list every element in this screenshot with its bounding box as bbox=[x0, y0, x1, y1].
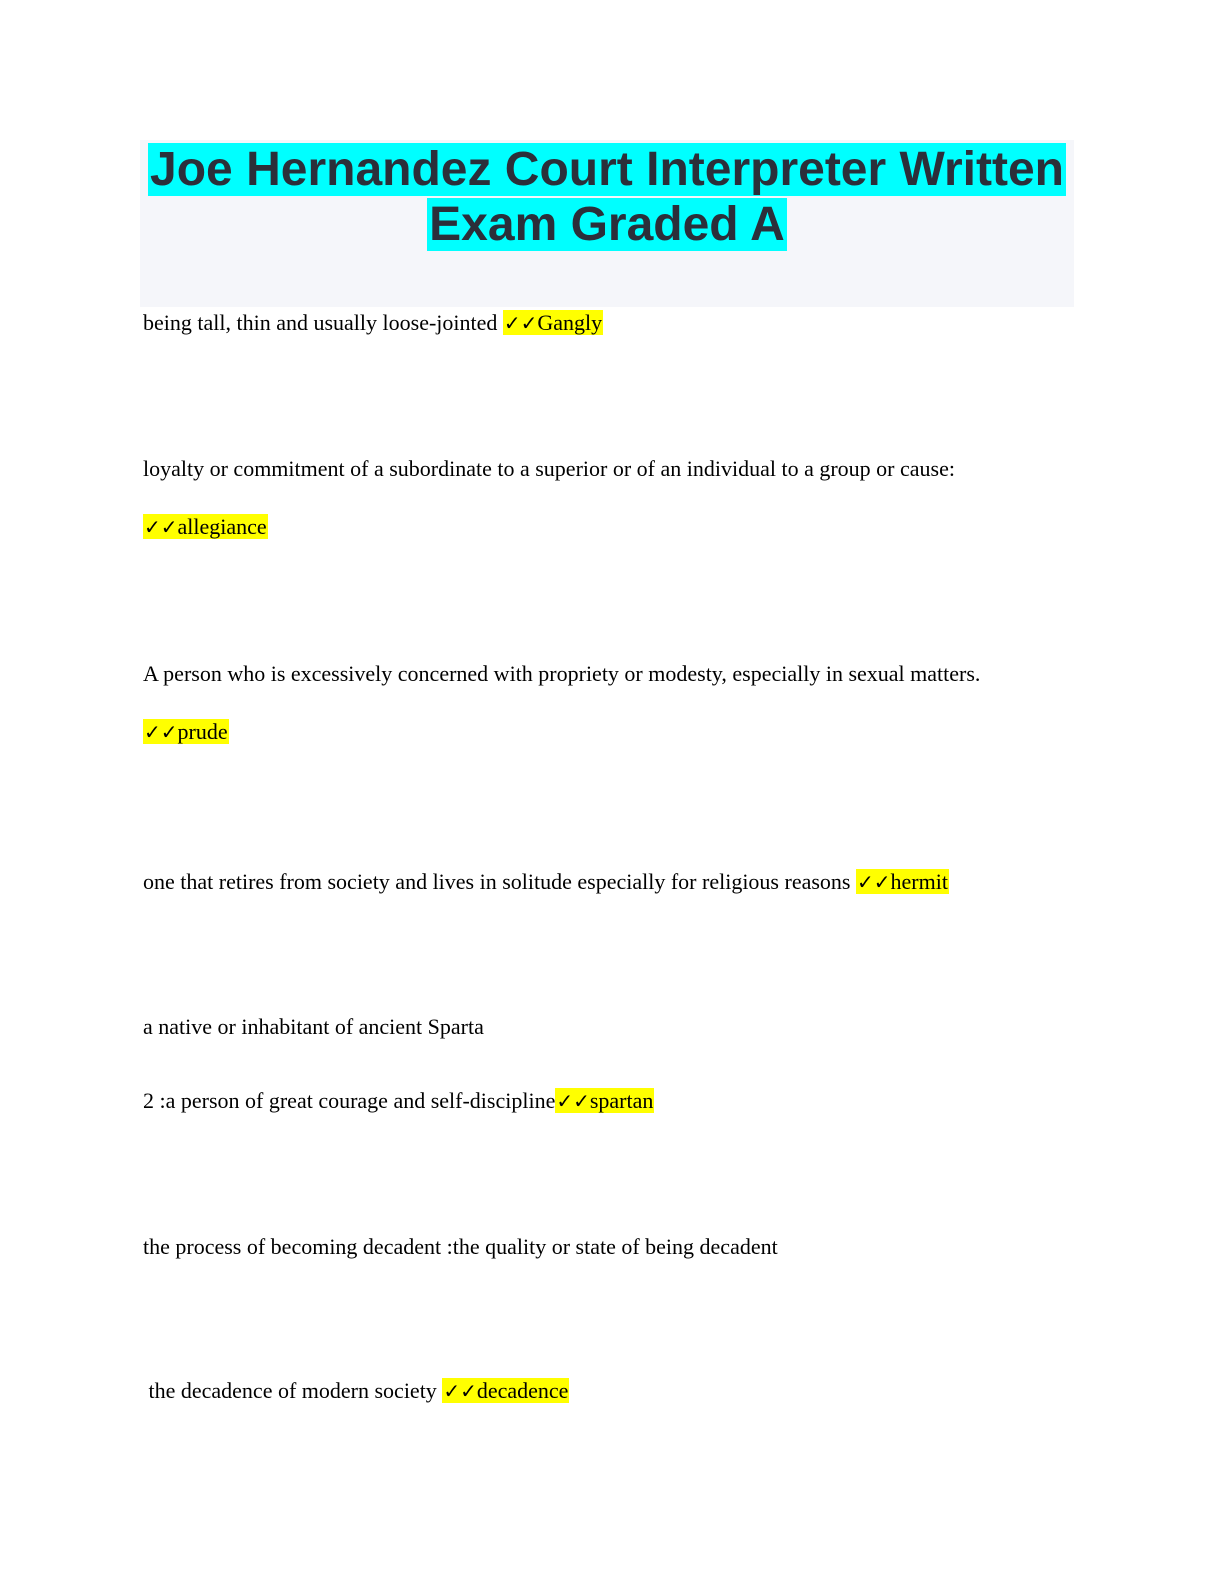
definition-text: 2 :a person of great courage and self-discipline bbox=[143, 1088, 556, 1113]
answer-highlight bbox=[442, 1378, 569, 1403]
answer-text: spartan bbox=[589, 1088, 654, 1113]
definition-text: a native or inhabitant of ancient Sparta bbox=[143, 1014, 484, 1039]
answer-2 bbox=[143, 512, 268, 542]
question-6-example bbox=[143, 1376, 569, 1406]
question-5-line-2 bbox=[143, 1086, 654, 1116]
answer-text: allegiance bbox=[177, 514, 267, 539]
answer-text: decadence bbox=[476, 1378, 569, 1403]
definition-text: the process of becoming decadent :the quality or state of being decadent bbox=[143, 1234, 778, 1259]
title-line-1: Joe Hernandez Court Interpreter Written bbox=[150, 143, 1064, 196]
double-check-icon: ✓✓ bbox=[856, 870, 891, 894]
double-check-icon: ✓✓ bbox=[144, 720, 178, 744]
question-3 bbox=[143, 659, 980, 689]
question-1 bbox=[143, 308, 603, 338]
double-check-icon: ✓✓ bbox=[144, 515, 178, 539]
question-6 bbox=[143, 1232, 778, 1262]
answer-highlight bbox=[143, 719, 229, 744]
double-check-icon: ✓✓ bbox=[556, 1089, 590, 1113]
definition-text: being tall, thin and usually loose-jointed bbox=[143, 310, 503, 335]
answer-3 bbox=[143, 717, 229, 747]
definition-text: one that retires from society and lives in solitude especially for religious reasons bbox=[143, 869, 856, 894]
answer-highlight bbox=[143, 514, 268, 539]
answer-text: Gangly bbox=[537, 310, 603, 335]
answer-highlight bbox=[555, 1088, 654, 1113]
question-4 bbox=[143, 867, 949, 897]
question-2 bbox=[143, 454, 955, 484]
double-check-icon: ✓✓ bbox=[443, 1379, 477, 1403]
title-line-2: Exam Graded A bbox=[429, 198, 785, 251]
definition-text: A person who is excessively concerned with propriety or modesty, especially in sexual matters. bbox=[143, 661, 981, 686]
title-block bbox=[140, 140, 1074, 307]
answer-text: hermit bbox=[890, 869, 948, 894]
answer-highlight bbox=[856, 869, 949, 894]
double-check-icon: ✓✓ bbox=[503, 311, 538, 335]
answer-highlight bbox=[503, 310, 603, 335]
question-5 bbox=[143, 1012, 484, 1042]
example-text: the decadence of modern society bbox=[143, 1378, 443, 1403]
document-title bbox=[140, 142, 1074, 252]
definition-text: loyalty or commitment of a subordinate to a superior or of an individual to a group or cause: bbox=[143, 456, 955, 481]
answer-text: prude bbox=[177, 719, 228, 744]
